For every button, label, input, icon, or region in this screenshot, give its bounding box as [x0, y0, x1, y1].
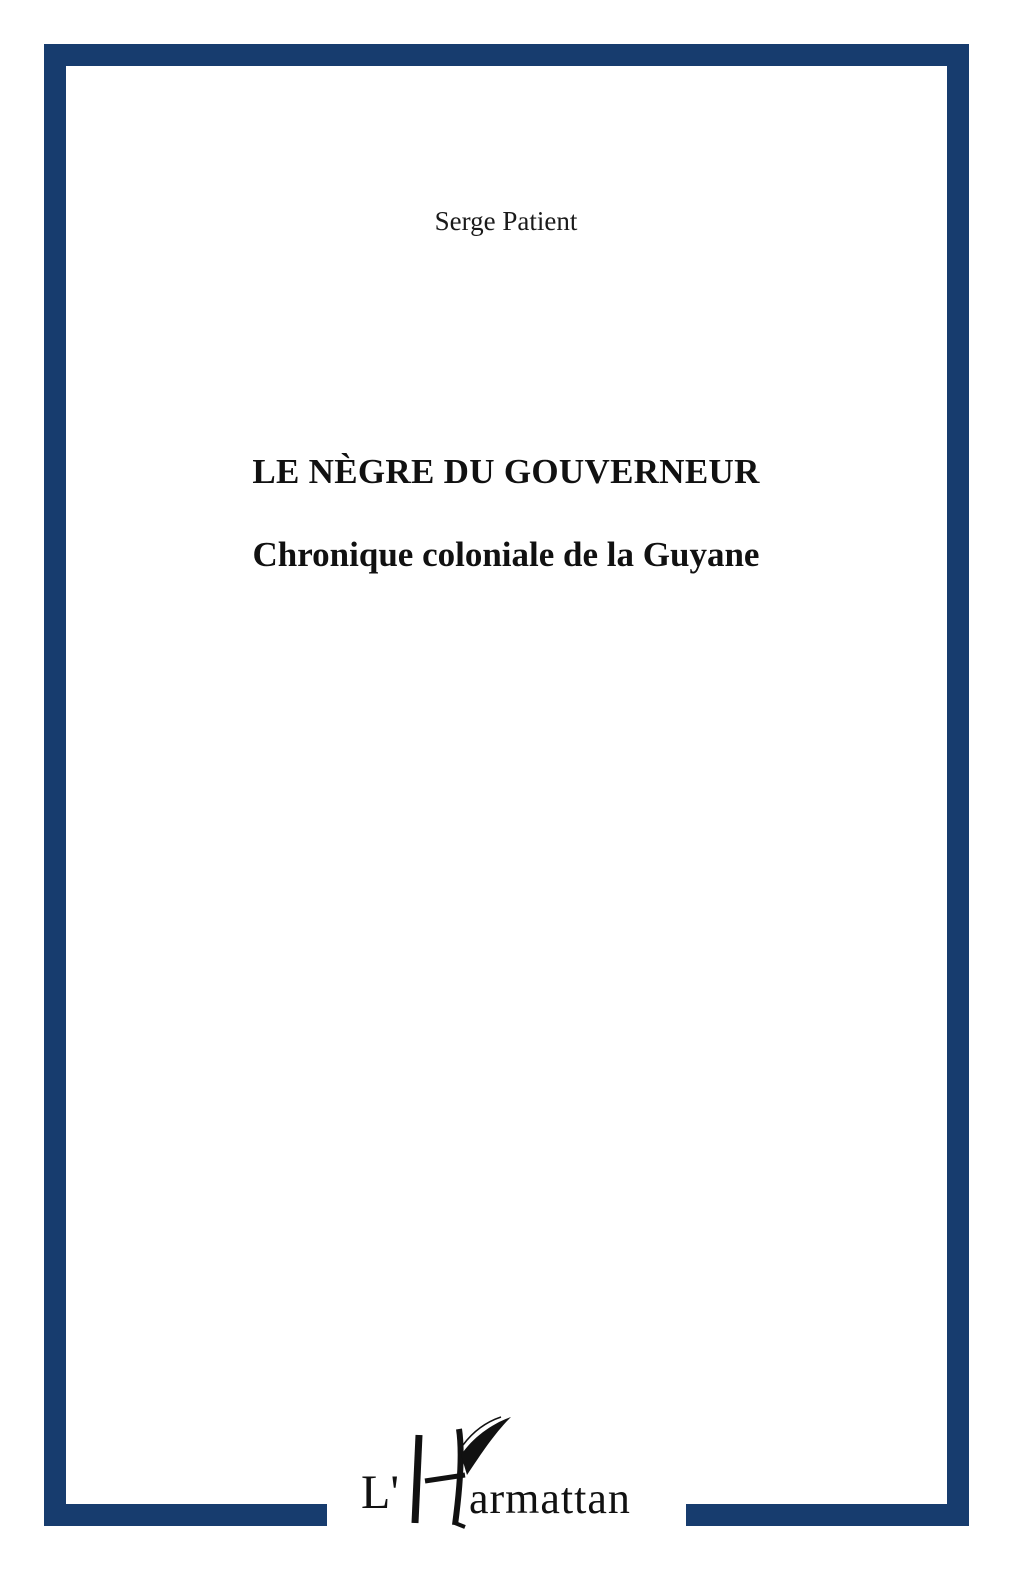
frame-border-bottom-right — [686, 1504, 969, 1526]
frame-border-top — [44, 44, 969, 66]
publisher-prefix: L' — [361, 1466, 399, 1519]
author-name: Serge Patient — [434, 206, 578, 236]
frame-border-left — [44, 44, 66, 1526]
publisher-suffix: armattan — [469, 1474, 631, 1523]
book-title: LE NÈGRE DU GOUVERNEUR — [252, 452, 760, 491]
publisher-logo — [355, 1415, 665, 1535]
frame-border-right — [947, 44, 969, 1526]
book-subtitle: Chronique coloniale de la Guyane — [252, 535, 760, 574]
frame-border-bottom-left — [44, 1504, 327, 1526]
